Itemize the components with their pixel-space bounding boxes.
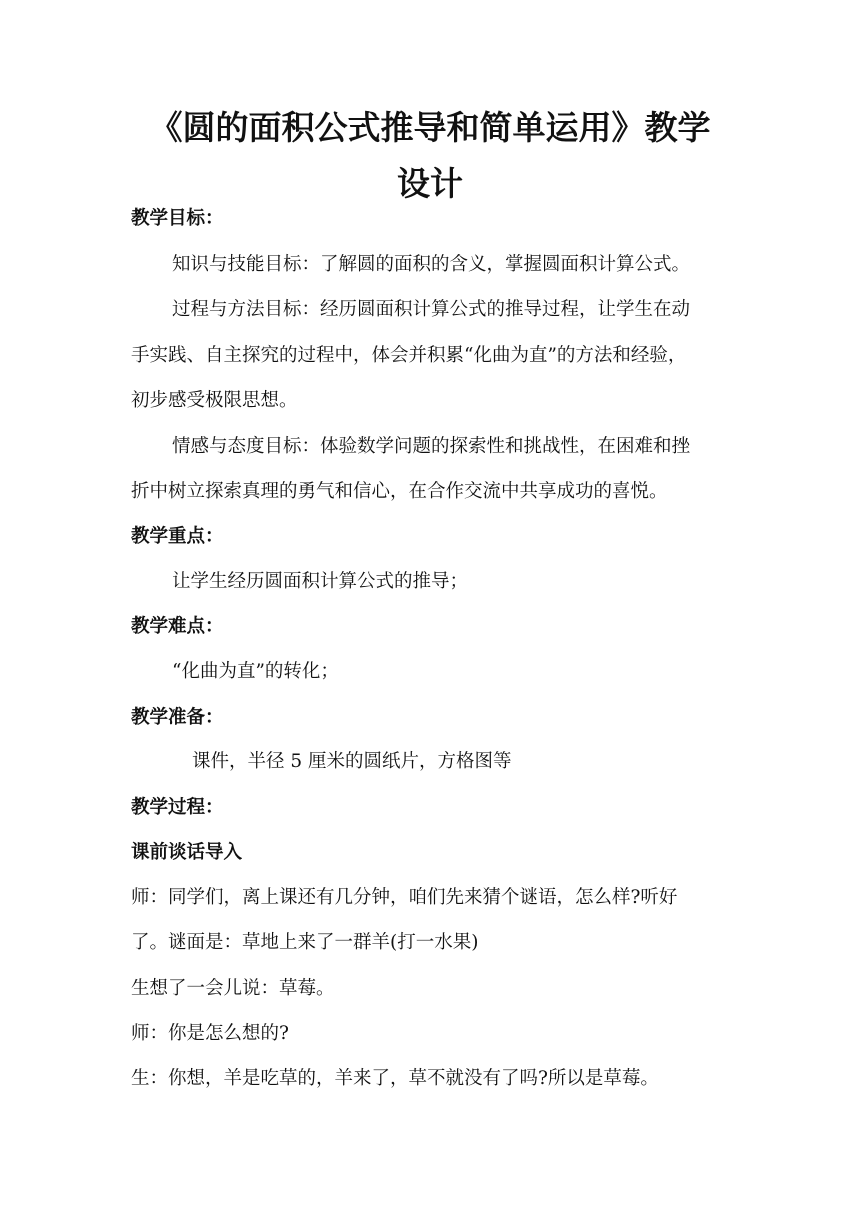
objective-knowledge: 知识与技能目标：了解圆的面积的含义，掌握圆面积计算公式。: [172, 254, 691, 275]
objective-process-line-3: 初步感受极限思想。: [131, 390, 298, 411]
preparation-text: 课件，半径 5 厘米的圆纸片，方格图等: [192, 751, 512, 772]
objective-emotion-line-1: 情感与态度目标：体验数学问题的探索性和挑战性，在困难和挫: [172, 436, 691, 457]
title-line-2: 设计: [397, 164, 463, 203]
key-text: 让学生经历圆面积计算公式的推导；: [172, 571, 469, 592]
dialogue-line-1a: 师：同学们，离上课还有几分钟，咱们先来猜个谜语，怎么样?听好: [131, 887, 678, 908]
dialogue-line-2: 生想了一会儿说：草莓。: [131, 978, 335, 999]
process-heading: 教学过程：: [131, 797, 224, 818]
objective-emotion-line-2: 折中树立探索真理的勇气和信心，在合作交流中共享成功的喜悦。: [131, 481, 668, 502]
objective-process-line-2: 手实践、自主探究的过程中，体会并积累“化曲为直”的方法和经验，: [131, 345, 687, 366]
dialogue-line-3: 师：你是怎么想的?: [131, 1023, 289, 1044]
key-heading: 教学重点：: [131, 526, 224, 547]
objective-process-line-1: 过程与方法目标：经历圆面积计算公式的推导过程，让学生在动: [172, 299, 691, 320]
difficulty-heading: 教学难点：: [131, 616, 224, 637]
intro-heading: 课前谈话导入: [131, 842, 243, 863]
dialogue-line-1b: 了。谜面是：草地上来了一群羊(打一水果): [131, 932, 479, 953]
difficulty-text: “化曲为直”的转化；: [172, 661, 339, 682]
objectives-heading: 教学目标：: [131, 208, 224, 229]
dialogue-line-4: 生：你想，羊是吃草的，羊来了，草不就没有了吗?所以是草莓。: [131, 1068, 659, 1089]
document-title: [120, 100, 740, 212]
preparation-heading: 教学准备：: [131, 707, 224, 728]
title-line-1: 《圆的面积公式推导和简单运用》教学: [149, 108, 711, 147]
